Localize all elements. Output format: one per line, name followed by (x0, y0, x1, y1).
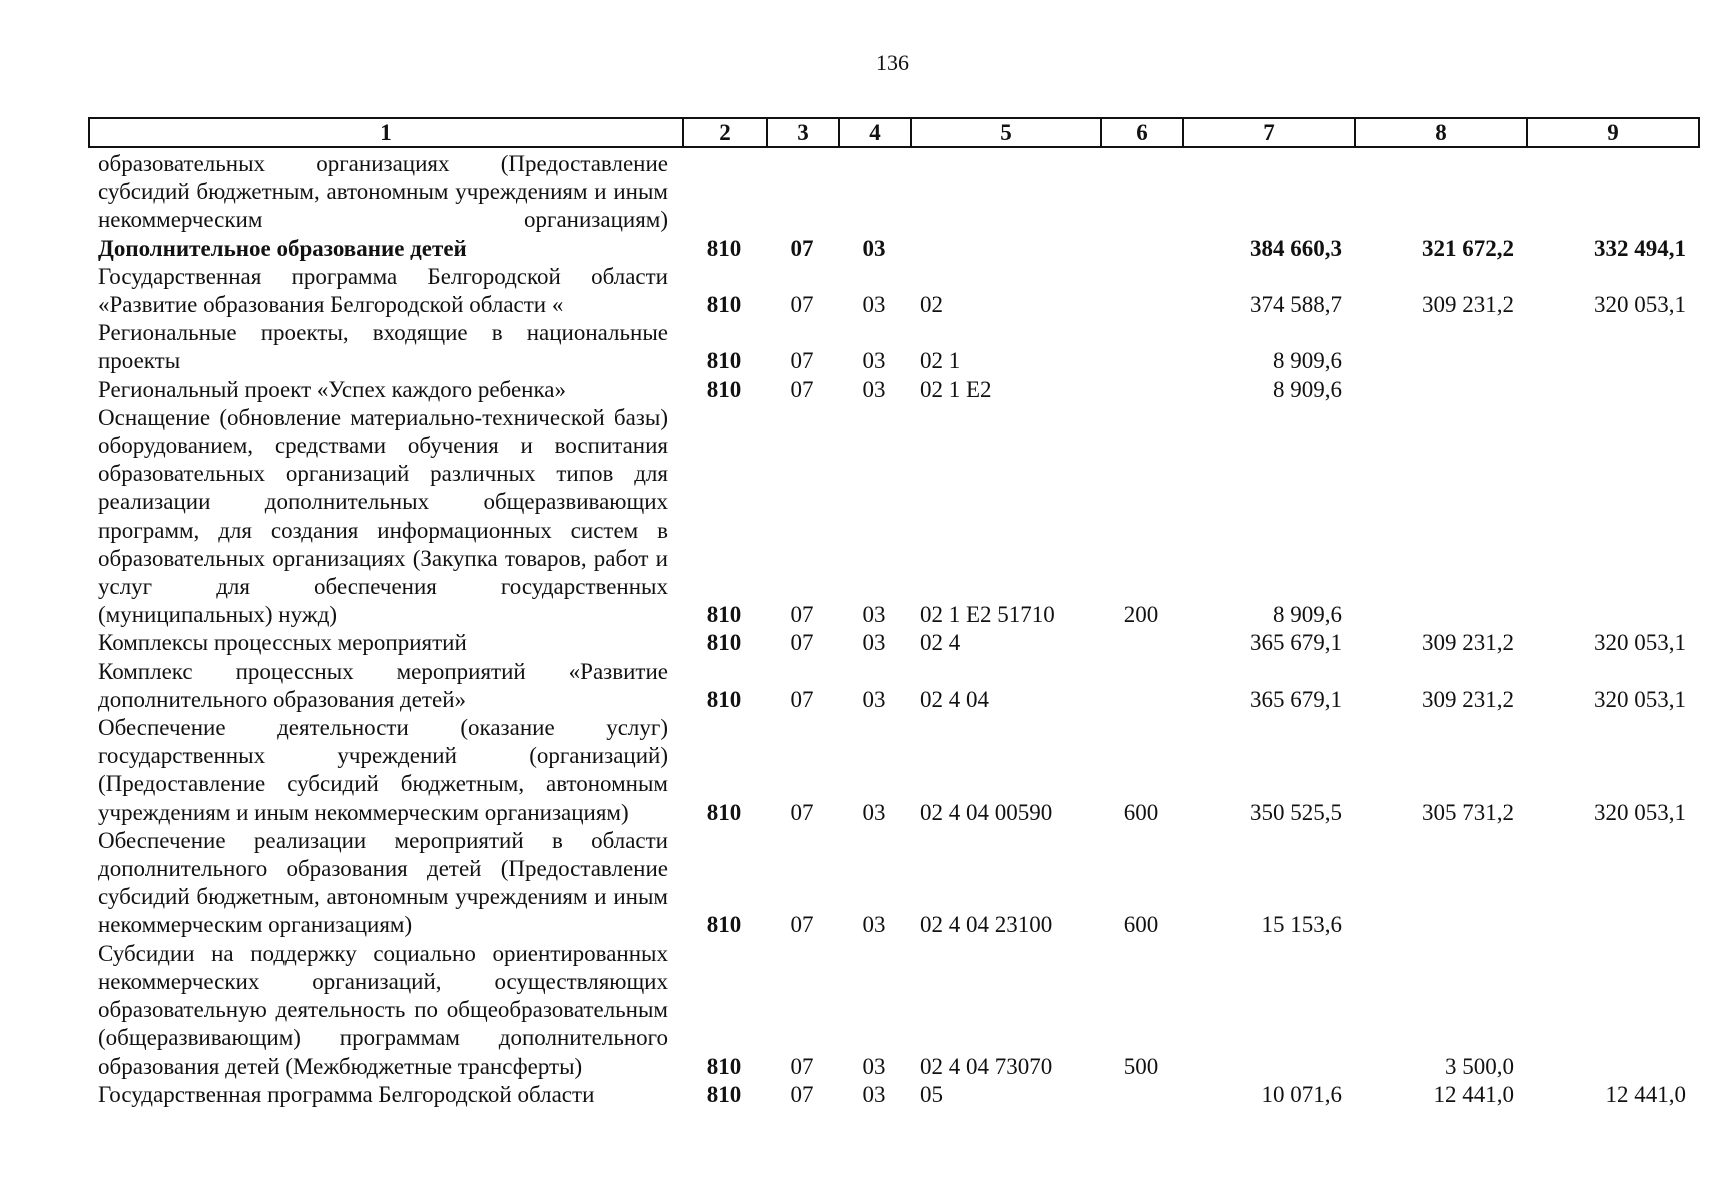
row-amount-col-8 (1354, 404, 1526, 630)
table-row (88, 150, 1698, 235)
row-target-article-col-5: 02 (920, 292, 943, 318)
row-section-col-3: 07 (790, 799, 814, 825)
row-amount-col-7: 15 153,6 (1261, 912, 1342, 938)
row-description: Комплекс процессных мероприятий «Развитие дополнительного образования детей» (98, 658, 668, 712)
row-subsection-col-4: 03 (862, 630, 886, 656)
row-subsection-col-4: 03 (862, 1081, 886, 1107)
row-description: Обеспечение деятельности (оказание услуг) государственных учреждений (организаций) (Предоставление субсидий бюджетным, автономным учреждениям и иным некоммерческим организациям) (98, 715, 668, 825)
row-description: Субсидии на поддержку социально ориентированных некоммерческих организаций, осуществляющих образовательную деятельность по общеобразовательным (общеразвивающим) программам дополнительного образования детей (Межбюджетные трансферты) (98, 940, 668, 1079)
row-amount-col-9 (1526, 940, 1698, 1081)
row-description: Региональные проекты, входящие в национальные проекты (98, 320, 668, 374)
row-section-col-3 (766, 150, 838, 235)
column-header-table (88, 117, 1700, 148)
row-expense-type-col-6 (1100, 1081, 1182, 1109)
header-col-4: 4 (839, 118, 911, 147)
row-amount-col-9 (1526, 376, 1698, 404)
table-row (88, 629, 1698, 657)
row-expense-type-col-6: 600 (1123, 799, 1159, 825)
row-target-article-col-5: 02 1 (920, 348, 961, 374)
table-row (88, 235, 1698, 263)
row-amount-col-8: 309 231,2 (1422, 686, 1514, 712)
row-section-col-3: 07 (790, 376, 814, 402)
table-row (88, 940, 1698, 1081)
row-subsection-col-4: 03 (862, 1053, 886, 1079)
budget-table (88, 150, 1698, 1109)
row-amount-col-7: 8 909,6 (1273, 376, 1342, 402)
row-code-col-2: 810 (706, 1053, 742, 1079)
row-description: Государственная программа Белгородской области (98, 1081, 595, 1107)
header-col-8: 8 (1355, 118, 1527, 147)
table-row (88, 404, 1698, 630)
row-description: Дополнительное образование детей (98, 235, 467, 261)
row-section-col-3: 07 (790, 630, 814, 656)
row-amount-col-8 (1354, 376, 1526, 404)
header-col-7: 7 (1183, 118, 1355, 147)
table-row (88, 263, 1698, 319)
row-amount-col-8 (1354, 319, 1526, 375)
row-amount-col-8: 3 500,0 (1445, 1053, 1514, 1079)
row-code-col-2: 810 (706, 799, 742, 825)
table-body (88, 150, 1698, 1109)
row-amount-col-8 (1354, 827, 1526, 940)
row-amount-col-7: 365 679,1 (1250, 630, 1342, 656)
row-amount-col-8: 309 231,2 (1422, 292, 1514, 318)
row-code-col-2: 810 (706, 292, 742, 318)
row-amount-col-8: 12 441,0 (1433, 1081, 1514, 1107)
row-amount-col-7: 8 909,6 (1273, 348, 1342, 374)
header-col-9: 9 (1527, 118, 1699, 147)
row-target-article-col-5: 02 1 E2 51710 (920, 602, 1055, 628)
row-amount-col-7: 8 909,6 (1273, 602, 1342, 628)
row-target-article-col-5: 02 4 04 23100 (920, 912, 1053, 938)
header-row (89, 118, 1699, 147)
row-section-col-3: 07 (790, 1081, 814, 1107)
row-amount-col-7: 350 525,5 (1250, 799, 1342, 825)
header-col-6: 6 (1101, 118, 1183, 147)
row-amount-col-9: 12 441,0 (1605, 1081, 1686, 1107)
row-target-article-col-5: 02 1 E2 (920, 376, 992, 402)
row-expense-type-col-6 (1100, 263, 1182, 319)
row-subsection-col-4: 03 (862, 376, 886, 402)
row-description: Обеспечение реализации мероприятий в области дополнительного образования детей (Предоставление субсидий бюджетным, автономным учреждениям и иным некоммерческим организациям) (98, 827, 668, 938)
row-target-article-col-5: 02 4 04 (920, 686, 989, 712)
row-section-col-3: 07 (790, 1053, 814, 1079)
header-col-2: 2 (683, 118, 767, 147)
row-expense-type-col-6 (1100, 235, 1182, 263)
row-target-article-col-5: 05 (920, 1081, 943, 1107)
row-amount-col-9: 320 053,1 (1594, 799, 1686, 825)
row-expense-type-col-6 (1100, 376, 1182, 404)
table-row (88, 827, 1698, 940)
row-amount-col-7 (1182, 150, 1354, 235)
row-section-col-3: 07 (790, 348, 814, 374)
row-subsection-col-4: 03 (862, 235, 886, 261)
row-target-article-col-5 (910, 150, 1100, 235)
row-amount-col-7 (1182, 940, 1354, 1081)
row-amount-col-9: 320 053,1 (1594, 630, 1686, 656)
row-code-col-2: 810 (706, 235, 742, 261)
row-expense-type-col-6 (1100, 319, 1182, 375)
row-amount-col-8: 321 672,2 (1422, 235, 1514, 261)
row-code-col-2 (682, 150, 766, 235)
row-amount-col-9 (1526, 404, 1698, 630)
row-section-col-3: 07 (790, 686, 814, 712)
row-expense-type-col-6 (1100, 658, 1182, 714)
header-col-1: 1 (89, 118, 683, 147)
row-description: Региональный проект «Успех каждого ребенка» (98, 376, 567, 402)
row-amount-col-7: 384 660,3 (1250, 235, 1342, 261)
table-row (88, 376, 1698, 404)
row-section-col-3: 07 (790, 602, 814, 628)
table-row (88, 319, 1698, 375)
row-amount-col-9 (1526, 150, 1698, 235)
row-subsection-col-4: 03 (862, 348, 886, 374)
row-description: Комплексы процессных мероприятий (98, 630, 467, 656)
row-description: Государственная программа Белгородской области «Развитие образования Белгородской области « (98, 263, 668, 318)
table-row (88, 714, 1698, 827)
row-amount-col-9: 320 053,1 (1594, 686, 1686, 712)
row-expense-type-col-6: 600 (1123, 912, 1159, 938)
row-amount-col-9: 320 053,1 (1594, 292, 1686, 318)
row-amount-col-8: 309 231,2 (1422, 630, 1514, 656)
row-amount-col-9: 332 494,1 (1594, 235, 1686, 261)
row-code-col-2: 810 (706, 348, 742, 374)
row-amount-col-8 (1354, 150, 1526, 235)
row-code-col-2: 810 (706, 602, 742, 628)
header-col-5: 5 (911, 118, 1101, 147)
row-subsection-col-4: 03 (862, 799, 886, 825)
row-target-article-col-5: 02 4 04 00590 (920, 799, 1053, 825)
row-code-col-2: 810 (706, 376, 742, 402)
row-expense-type-col-6: 200 (1123, 602, 1159, 628)
page-number: 136 (876, 50, 909, 75)
row-code-col-2: 810 (706, 912, 742, 938)
row-target-article-col-5 (910, 235, 1100, 263)
row-section-col-3: 07 (790, 235, 814, 261)
row-subsection-col-4: 03 (862, 602, 886, 628)
row-subsection-col-4: 03 (862, 292, 886, 318)
row-section-col-3: 07 (790, 912, 814, 938)
row-amount-col-7: 365 679,1 (1250, 686, 1342, 712)
row-expense-type-col-6 (1100, 629, 1182, 657)
row-code-col-2: 810 (706, 686, 742, 712)
row-section-col-3: 07 (790, 292, 814, 318)
row-expense-type-col-6: 500 (1123, 1053, 1159, 1079)
row-subsection-col-4: 03 (862, 912, 886, 938)
row-expense-type-col-6 (1100, 150, 1182, 235)
row-code-col-2: 810 (706, 630, 742, 656)
row-target-article-col-5: 02 4 04 73070 (920, 1053, 1053, 1079)
row-amount-col-7: 10 071,6 (1261, 1081, 1342, 1107)
header-col-3: 3 (767, 118, 839, 147)
table-row (88, 658, 1698, 714)
row-subsection-col-4 (838, 150, 910, 235)
row-subsection-col-4: 03 (862, 686, 886, 712)
row-amount-col-9 (1526, 827, 1698, 940)
table-row (88, 1081, 1698, 1109)
row-description: Оснащение (обновление материально-технической базы) оборудованием, средствами обучения и воспитания образовательных организаций различных типов для реализации дополнительных общеразвивающих программ, для создания информационных систем в образовательных организациях (Закупка товаров, работ и услуг для обеспечения государственных (муниципальных) нужд) (98, 404, 668, 628)
row-amount-col-9 (1526, 319, 1698, 375)
row-description: образовательных организациях (Предоставление субсидий бюджетным, автономным учреждениям и иным некоммерческим организациям) (98, 151, 668, 233)
row-amount-col-8: 305 731,2 (1422, 799, 1514, 825)
row-code-col-2: 810 (706, 1081, 742, 1107)
row-amount-col-7: 374 588,7 (1250, 292, 1342, 318)
row-target-article-col-5: 02 4 (920, 630, 961, 656)
